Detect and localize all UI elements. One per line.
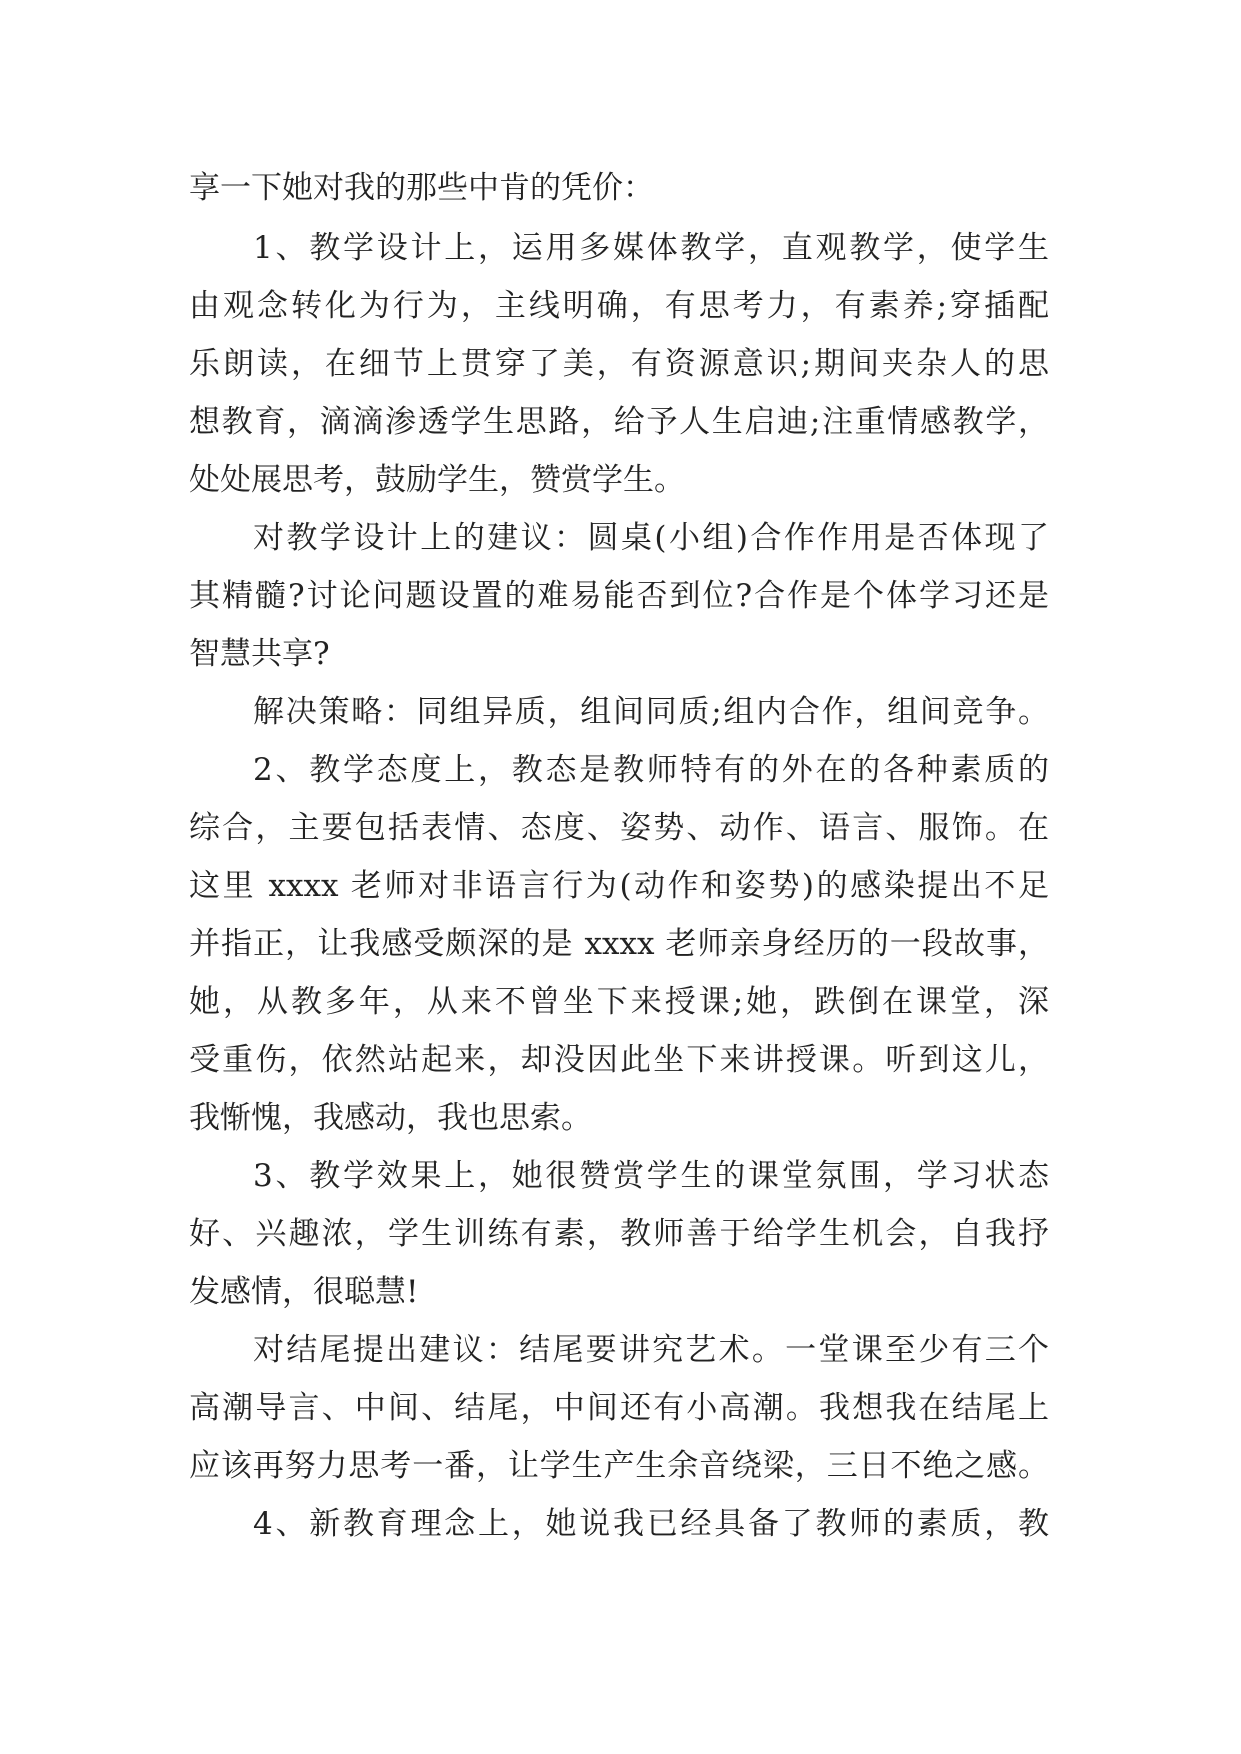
text-line: 乐朗读，在细节上贯穿了美，有资源意识;期间夹杂人的思 xyxy=(189,346,1049,382)
text-line: 其精髓?讨论问题设置的难易能否到位?合作是个体学习还是 xyxy=(189,578,1049,614)
text-line: 智慧共享? xyxy=(189,636,330,672)
text-line: 1、教学设计上，运用多媒体教学，直观教学，使学生 xyxy=(253,230,1049,266)
text-line: 应该再努力思考一番，让学生产生余音绕梁，三日不绝之感。 xyxy=(189,1448,1049,1484)
text-line: 并指正，让我感受颇深的是 xxxx 老师亲身经历的一段故事， xyxy=(189,926,1049,962)
text-line: 对教学设计上的建议：圆桌(小组)合作作用是否体现了 xyxy=(253,520,1049,556)
text-line: 她，从教多年，从来不曾坐下来授课;她，跌倒在课堂，深 xyxy=(189,984,1049,1020)
text-line: 由观念转化为行为，主线明确，有思考力，有素养;穿插配 xyxy=(189,288,1049,324)
text-line: 享一下她对我的那些中肯的凭价： xyxy=(189,170,654,206)
text-line: 想教育，滴滴渗透学生思路，给予人生启迪;注重情感教学， xyxy=(189,404,1049,440)
text-line: 对结尾提出建议：结尾要讲究艺术。一堂课至少有三个 xyxy=(253,1332,1049,1368)
text-line: 高潮导言、中间、结尾，中间还有小高潮。我想我在结尾上 xyxy=(189,1390,1049,1426)
text-line: 3、教学效果上，她很赞赏学生的课堂氛围，学习状态 xyxy=(253,1158,1049,1194)
text-line: 好、兴趣浓，学生训练有素，教师善于给学生机会，自我抒 xyxy=(189,1216,1049,1252)
text-line: 解决策略：同组异质，组间同质;组内合作，组间竞争。 xyxy=(253,694,1049,730)
text-line: 4、新教育理念上，她说我已经具备了教师的素质，教 xyxy=(253,1506,1049,1542)
text-line: 2、教学态度上，教态是教师特有的外在的各种素质的 xyxy=(253,752,1049,788)
text-line: 发感情，很聪慧! xyxy=(189,1274,419,1310)
text-line: 处处展思考，鼓励学生，赞赏学生。 xyxy=(189,462,685,498)
text-line: 这里 xxxx 老师对非语言行为(动作和姿势)的感染提出不足 xyxy=(189,868,1049,904)
text-line: 综合，主要包括表情、态度、姿势、动作、语言、服饰。在 xyxy=(189,810,1049,846)
text-line: 受重伤，依然站起来，却没因此坐下来讲授课。听到这儿， xyxy=(189,1042,1049,1078)
text-line: 我惭愧，我感动，我也思索。 xyxy=(189,1100,592,1136)
